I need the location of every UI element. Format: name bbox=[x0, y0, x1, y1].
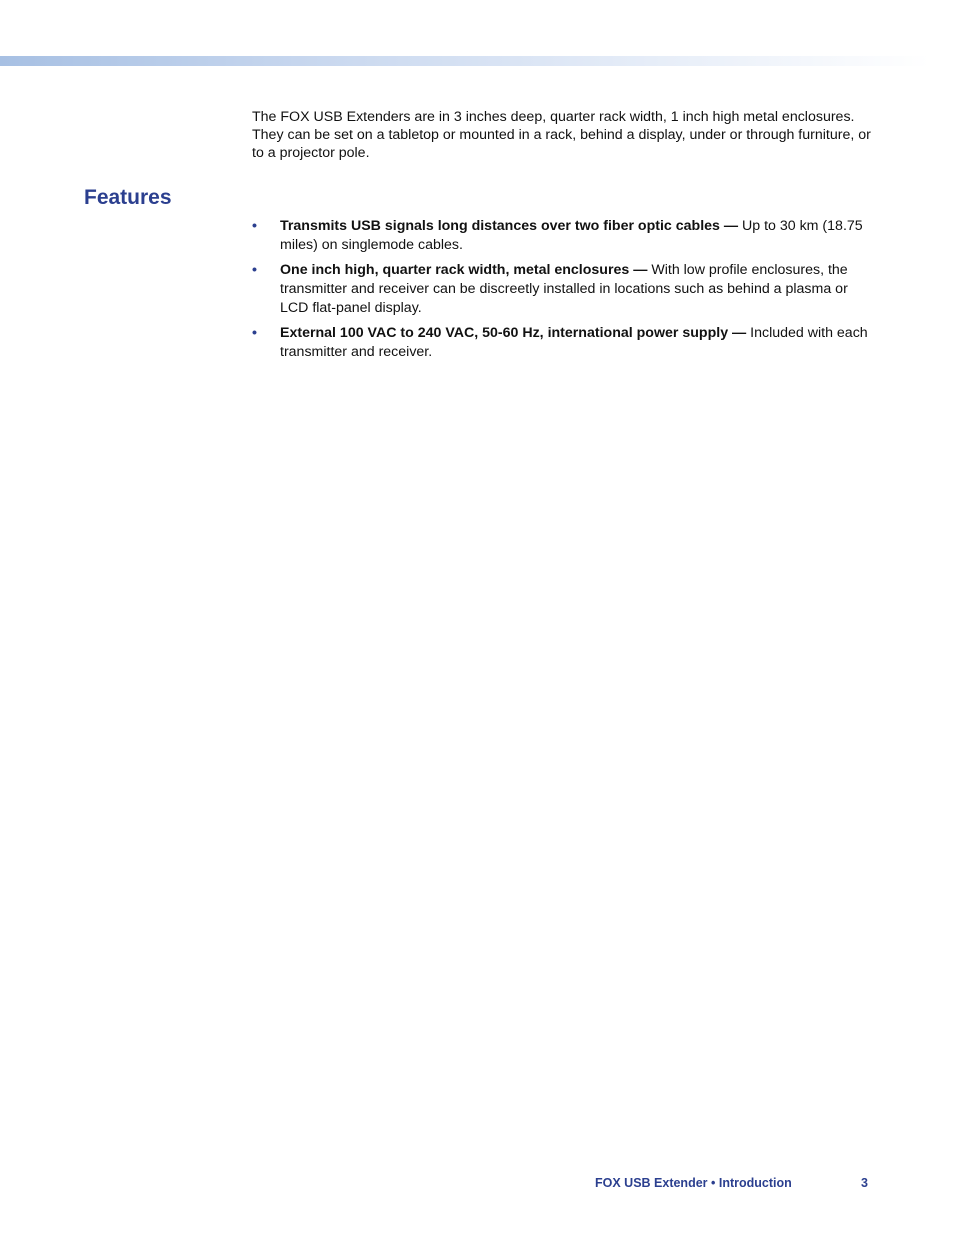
feature-item bbox=[252, 261, 874, 318]
features-heading: Features bbox=[84, 186, 172, 209]
bullet-icon: • bbox=[252, 325, 257, 341]
feature-title: External 100 VAC to 240 VAC, 50-60 Hz, international power supply — bbox=[280, 325, 747, 341]
feature-description: Included with each transmitter and receiver. bbox=[280, 325, 868, 360]
features-list bbox=[252, 217, 874, 368]
feature-title: Transmits USB signals long distances over two fiber optic cables — bbox=[280, 218, 739, 234]
feature-title: One inch high, quarter rack width, metal enclosures — bbox=[280, 262, 648, 278]
feature-item bbox=[252, 217, 874, 255]
intro-paragraph: The FOX USB Extenders are in 3 inches deep, quarter rack width, 1 inch high metal enclosures. They can be set on a tabletop or mounted in a rack, behind a display, under or through furniture, or to a projector pole. bbox=[252, 109, 871, 161]
feature-item bbox=[252, 324, 874, 362]
footer-title: FOX USB Extender • Introduction bbox=[595, 1176, 792, 1190]
page-number: 3 bbox=[861, 1176, 868, 1190]
feature-description: Up to 30 km (18.75 miles) on singlemode cables. bbox=[280, 218, 863, 253]
bullet-icon: • bbox=[252, 262, 257, 278]
feature-description: With low profile enclosures, the transmitter and receiver can be discreetly installed in locations such as behind a plasma or LCD flat-panel display. bbox=[280, 262, 848, 316]
bullet-icon: • bbox=[252, 218, 257, 234]
header-accent-bar bbox=[0, 56, 930, 66]
